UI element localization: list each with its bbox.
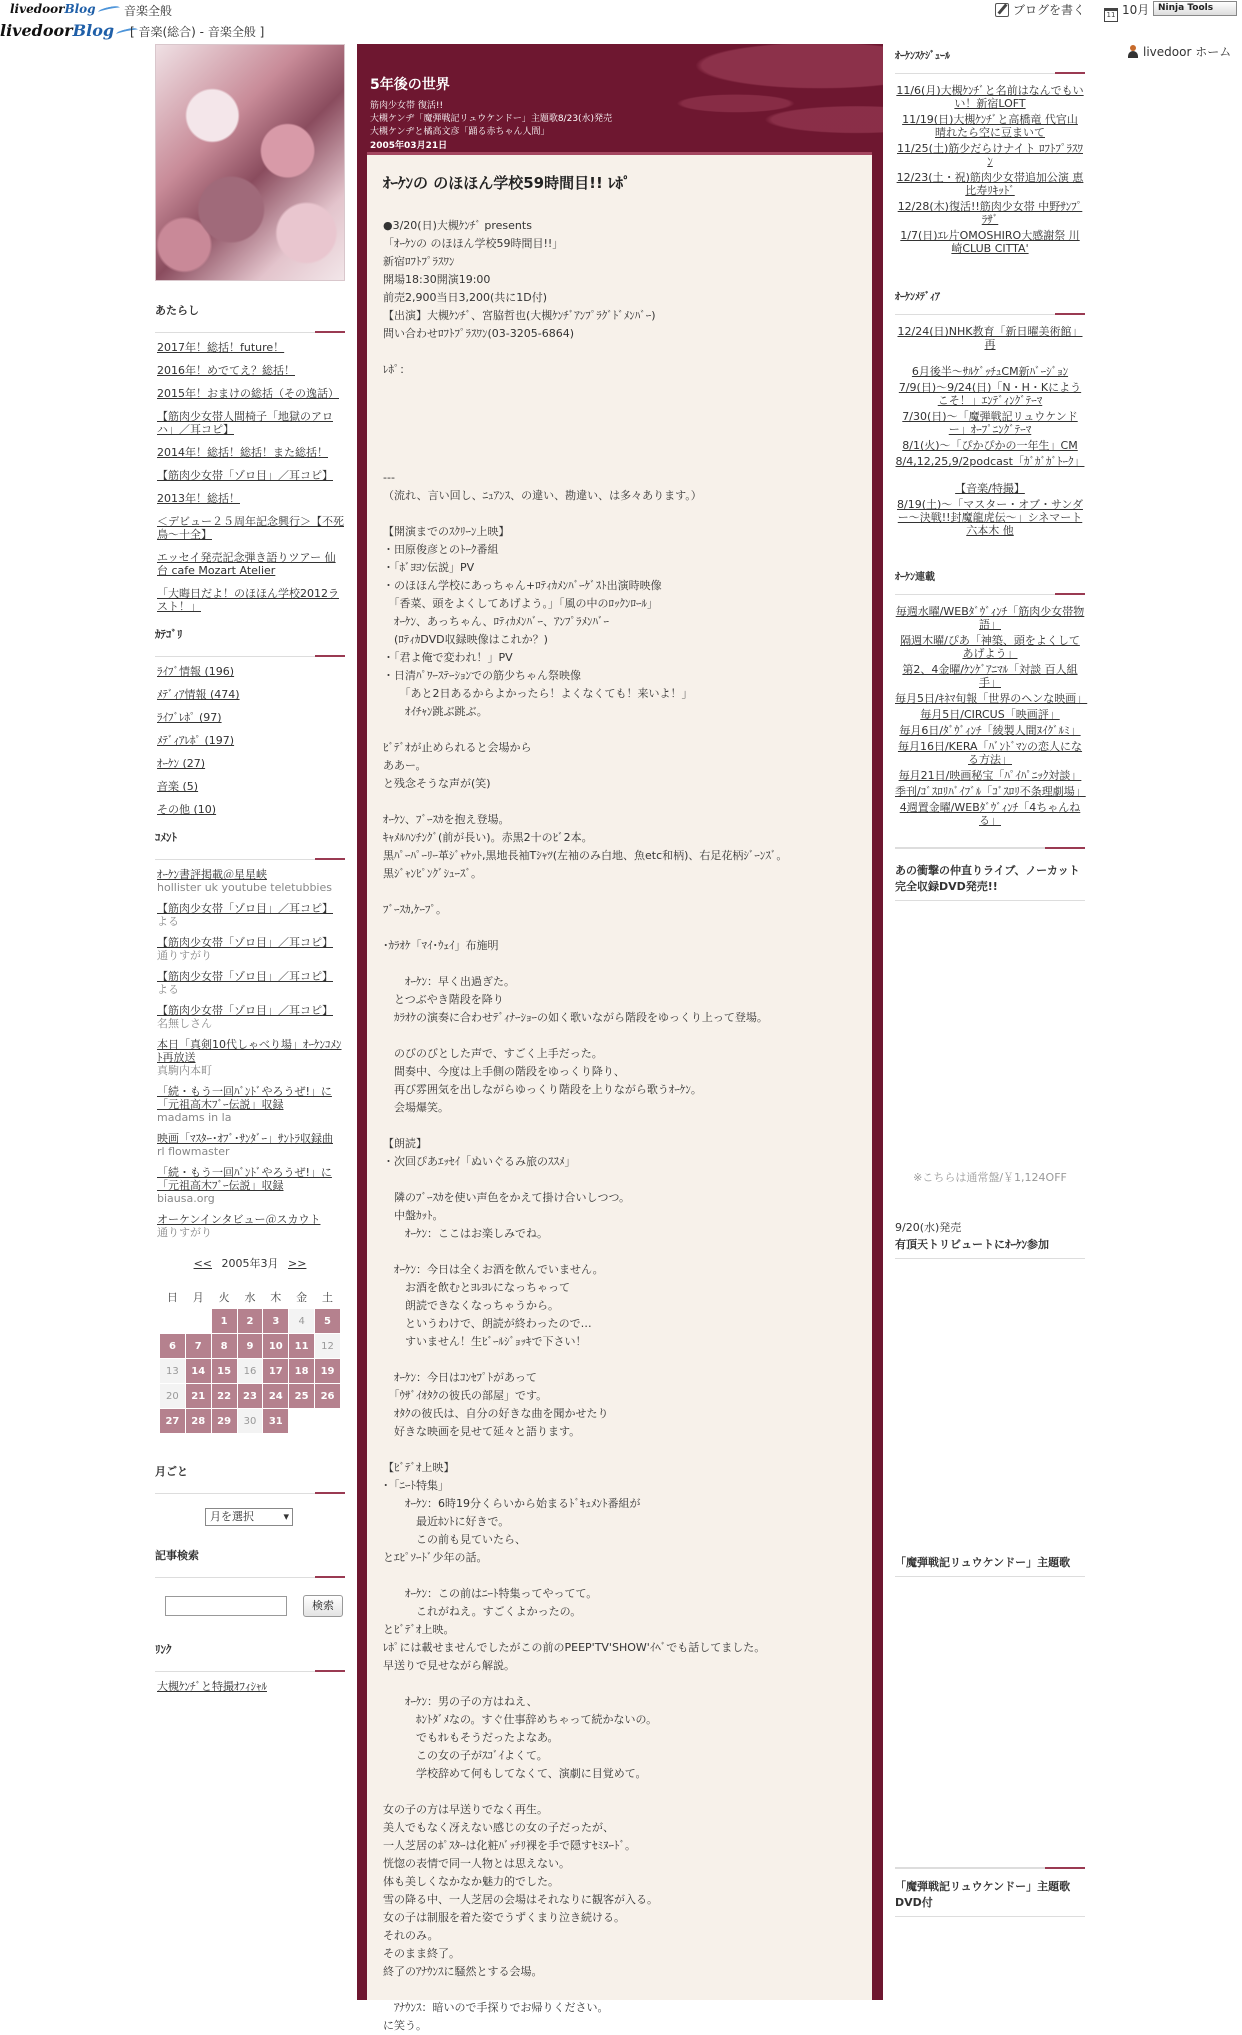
schedule-item [895,84,1085,110]
release-date: 9/20(水)発売 [895,1221,962,1234]
schedule-item [895,229,1085,255]
article [367,152,872,2032]
comment-author: rl flowmaster [157,1145,230,1158]
comment-post-link[interactable]: オーケンインタビュー＠スカウト [157,1213,321,1226]
calendar-day-link[interactable]: 26 [315,1384,340,1408]
media-link[interactable]: 12/24(日)NHK教育「新日曜美術館」再 [897,325,1083,351]
serial-item [895,785,1085,798]
serial-heading: ｵｰｹﾝ連載 [895,571,1085,595]
serial-link[interactable]: 毎月5日/CIRCUS「映画評」 [920,708,1060,721]
genre-breadcrumb[interactable]: [ 音楽(総合) - 音楽全般 ] [130,25,265,39]
calendar-icon: 11 [1104,8,1118,22]
media-heading: ｵｰｹﾝﾒﾃﾞｨｱ [895,291,1085,315]
comment-author: 名無しさん [157,1017,212,1030]
media-link[interactable]: 7/30(日)～「魔弾戦記リュウケンドー」ｵｰﾌﾟﾆﾝｸﾞﾃｰﾏ [902,410,1078,436]
recent-posts-list [155,341,345,613]
recent-post-item [157,492,345,505]
archive-calendar [155,1255,345,1434]
media-item [895,498,1085,537]
recent-post-link[interactable]: 【筋肉少女帯「ゾロ目」／耳コピ】 [157,469,333,482]
left-sidebar [155,44,345,1703]
link-item [157,1680,345,1693]
blog-description [370,100,612,139]
serial-item [895,692,1088,705]
comment-author: よる [157,983,179,996]
serial-link[interactable]: 毎月16日/KERA「ﾊﾞﾝﾄﾞﾏﾝの恋人になる方法」 [897,740,1083,766]
blog-header [357,44,883,152]
category-link[interactable]: ｵｰｹﾝ (27) [157,757,206,770]
calendar-day-link[interactable]: 31 [263,1409,288,1433]
calendar-empty-cell [315,1409,340,1433]
serial-link[interactable]: 4週置金曜/WEBﾀﾞｳﾞｨﾝﾁ「4ちゃんねる」 [899,801,1081,827]
calendar-day-link[interactable]: 10 [263,1334,288,1358]
desc-line: 大槻ケンヂと橘高文彦「踊る赤ちゃん人間」 [370,127,550,137]
comment-post-link[interactable]: 【筋肉少女帯「ゾロ目」／耳コピ】 [157,902,333,915]
media-link[interactable]: 【音楽/特撮】 [955,482,1025,495]
write-blog-label: ブログを書く [1013,3,1086,17]
schedule-link[interactable]: 11/25(土)筋少だらけナイト ﾛﾌﾄﾌﾟﾗｽﾜﾝ [896,142,1083,168]
genre-link[interactable]: 音楽全般 [124,4,173,18]
category-link[interactable]: ﾒﾃﾞｨｱﾚﾎﾟ (197) [157,734,235,747]
month-select-value: 月を選択 [210,1510,254,1523]
theme-song-dvd-link[interactable]: 「魔弾戦記リュウケンドー」主題歌DVD付 [895,1879,1085,1917]
serial-link[interactable]: 隔週木曜/ぴあ「神築、頭をよくしてあげよう」 [900,634,1080,660]
serial-link[interactable]: 毎月5日/ｷﾈﾏ旬報「世界のヘンな映画」 [895,692,1088,705]
media-link[interactable]: 8/4,12,25,9/2podcast「ｶﾞｶﾞｶﾞﾄｰｸ」 [895,455,1085,468]
calendar-day: 13 [160,1359,185,1383]
pencil-icon [995,3,1009,17]
serial-item [895,801,1085,827]
ninja-tools-badge[interactable]: Ninja Tools [1153,1,1237,16]
weekday-label: 月 [192,1291,204,1304]
weekday-label: 日 [166,1291,178,1304]
serial-list [895,605,1088,827]
serial-item [895,708,1085,721]
category-link[interactable]: ﾗｲﾌﾞ情報 (196) [157,665,235,678]
calendar-day-link[interactable]: 25 [289,1384,314,1408]
comment-post-link[interactable]: 「続・もう一回ﾊﾞﾝﾄﾞやろうぜ!」に「元祖高木ﾌﾞｰ伝説」収録 [157,1166,332,1192]
links-list [155,1680,345,1693]
weekday-label: 土 [322,1291,334,1304]
home-label: livedoor ホーム [1143,45,1232,59]
calendar-day-link[interactable]: 19 [315,1359,340,1383]
search-row [165,1596,345,1618]
comment-author: madams in la [157,1111,232,1124]
right-sidebar [895,44,1088,1917]
comment-item [157,902,345,928]
blog-title[interactable]: 5年後の世界 [370,77,450,93]
calendar-day-link[interactable]: 5 [315,1309,340,1333]
category-item [157,711,345,724]
comment-item [157,868,345,894]
recent-comments-list [155,868,345,1239]
recent-post-link[interactable]: 2015年！おまけの総括（その逸話） [157,387,339,400]
person-icon [1127,45,1139,58]
comment-post-link[interactable]: 【筋肉少女帯「ゾロ目」／耳コピ】 [157,970,333,983]
comment-heading: ｺﾒﾝﾄ [155,830,345,860]
calendar-day: 20 [160,1384,185,1408]
media-link[interactable]: 8/1(火)～「ぴかぴかの一年生」CM [902,439,1078,452]
price-note: ※こちらは通常盤/￥1,124OFF [913,1171,1067,1184]
dvd-feature-link[interactable]: あの衝撃の仲直りライブ、ノーカット完全収録DVD発売!! [895,863,1085,901]
comment-post-link[interactable]: 【筋肉少女帯「ゾロ目」／耳コピ】 [157,936,333,949]
recent-post-item [157,410,345,436]
calendar-day: 30 [238,1409,263,1433]
serial-item [895,769,1085,782]
search-button[interactable]: 検索 [303,1595,343,1617]
schedule-link[interactable]: 11/6(月)大槻ｹﾝﾁﾞと名前はなんでもいい！新宿LOFT [896,84,1084,110]
media-item [895,410,1085,436]
media-item [895,365,1085,378]
schedule-link[interactable]: 1/7(日)ｴﾚ片OMOSHIRO大感謝祭 川崎CLUB CITTA' [900,229,1080,255]
logo-blog-text: Blog [64,2,96,16]
recent-post-link[interactable]: 2017年！総括！future！ [157,341,285,354]
schedule-list [895,84,1085,255]
category-link[interactable]: 音楽 (5) [157,780,199,793]
comment-author: 通りすがり [157,949,212,962]
serial-link[interactable]: 第2、4金曜/ｹﾝｹﾞｱﾆﾏﾙ「対談 百人組手」 [902,663,1078,689]
serial-item [895,634,1085,660]
recent-post-item [157,551,345,577]
calendar-day-link[interactable]: 8 [212,1334,237,1358]
recent-heading: あたらし [155,303,345,333]
recent-post-item [157,387,345,400]
calendar-header [155,1255,345,1271]
serial-item [895,663,1085,689]
livedoor-home-link[interactable] [1127,43,1231,60]
calendar-day-link[interactable]: 21 [186,1384,211,1408]
calendar-empty-cell [186,1309,211,1333]
recent-post-link[interactable]: 2013年！総括！ [157,492,240,505]
media-list [895,325,1085,537]
category-item [157,757,345,770]
comment-post-link[interactable]: 「続・もう一回ﾊﾞﾝﾄﾞやろうぜ!」に「元祖高木ﾌﾞｰ伝説」収録 [157,1085,332,1111]
month-select[interactable] [205,1508,293,1526]
comment-author: biausa.org [157,1192,215,1205]
media-link[interactable]: 6月後半～ｻﾙｹﾞｯﾁｭCM新ﾊﾞｰｼﾞｮﾝ [911,365,1069,378]
calendar-day-link[interactable]: 1 [212,1309,237,1333]
schedule-item [895,200,1085,226]
post-date: 2005年03月21日 [370,141,448,151]
calendar-day-link[interactable]: 2 [238,1309,263,1333]
schedule-heading: ｵｰｹﾝｽｹｼﾞｭｰﾙ [895,50,1085,74]
calendar-day-link[interactable]: 29 [212,1409,237,1433]
category-link[interactable]: ﾒﾃﾞｨｱ情報 (474) [157,688,240,701]
divider [895,1867,1085,1869]
schedule-item [895,171,1085,197]
schedule-item [895,113,1085,139]
article-title[interactable]: ｵｰｹﾝの のほほん学校59時間目!! ﾚﾎﾟ [383,174,631,192]
serial-link[interactable]: 毎月6日/ﾀﾞｳﾞｨﾝﾁ「綾製人間ﾇｲｸﾞﾙﾐ」 [899,724,1081,737]
comment-item [157,1038,345,1077]
next-month-link[interactable]: >> [288,1257,307,1270]
recent-post-link[interactable]: 【筋肉少女帯人間椅子「地獄のアロハ」／耳コピ】 [157,410,333,436]
serial-link[interactable]: 季刊/ｺﾞｽﾛﾘﾊﾞｲﾌﾞﾙ「ｺﾞｽﾛﾘ不条理劇場」 [895,785,1086,798]
media-item [895,482,1085,495]
comment-item [157,1132,345,1158]
media-link[interactable]: 7/9(日)～9/24(日)「N・H・Kにようこそ！」ｴﾝﾃﾞｨﾝｸﾞﾃｰﾏ [898,381,1082,407]
weekday-label: 木 [270,1291,282,1304]
recent-post-link[interactable]: 2016年！めでてえ？総括！ [157,364,295,377]
calendar-grid [159,1285,341,1434]
calendar-empty-cell [160,1309,185,1333]
comment-post-link[interactable]: 【筋肉少女帯「ゾロ目」／耳コピ】 [157,1004,333,1017]
calendar-day: 16 [238,1359,263,1383]
calendar-day-link[interactable]: 28 [186,1409,211,1433]
logo-text: livedoor [0,21,73,40]
media-item [895,455,1085,468]
comment-post-link[interactable]: 映画「ﾏｽﾀｰ･ｵﾌﾞ･ｻﾝﾀﾞｰ」ｻﾝﾄﾗ収録曲 [157,1132,333,1145]
calendar-day-link[interactable]: 24 [263,1384,288,1408]
category-list [155,665,345,816]
media-item [895,325,1085,351]
category-item [157,688,345,701]
recent-post-link[interactable]: ＜デビュー２５周年記念興行＞【不死鳥～十全】 [157,515,344,541]
recent-post-item [157,469,345,482]
serial-item [895,740,1085,766]
search-heading: 記事検索 [155,1548,345,1578]
serial-link[interactable]: 毎月21日/映画秘宝「ﾊﾟｲﾊﾟﾆｯｸ対談」 [898,769,1082,782]
article-body: ●3/20(日)大槻ｹﾝﾁﾞ presents 「ｵｰｹﾝの のほほん学校59時間目!!」 新宿ﾛﾌﾄﾌﾟﾗｽﾜﾝ 開場18:30開演19:00 前売2,900当日3,200(共に1D付) 【出演】大槻ｹﾝﾁﾞ、宮脇哲也(大槻ｹﾝﾁﾞｱﾝﾌﾟﾗｸﾞﾄﾞﾒﾝﾊﾞｰ) 問い合わせﾛﾌﾄﾌﾟﾗｽﾜﾝ(03-3205-6864) ﾚﾎﾟ： --- （流れ、言い回し、ﾆｭｱﾝｽ、の違い、勘違い、は多々あります。） 【開演までのｽｸﾘｰﾝ上映】 ・田原俊彦とのﾄｰｸ番組 ・「ﾎﾞﾖﾖﾝ伝説」PV ・のほほん学校にあっちゃん+ﾛﾃｨｶﾒﾝﾊﾞｰｹﾞｽﾄ出演時映像 「香菜、頭をよくしてあげよう。」「風の中のﾛｯｸﾝﾛｰﾙ」 ｵｰｹﾝ、あっちゃん、ﾛﾃｨｶﾒﾝﾊﾞｰ、ｱﾝﾌﾟﾗﾒﾝﾊﾞｰ (ﾛﾃｨｶDVD収録映像はこれか？) ・「君よ俺で変われ！」PV ・日清ﾊﾟﾜｰｽﾃｰｼｮﾝでの筋少ちゃん祭映像 「あと2日あるからよかったら！よくなくても！来いよ！」 ｵｲﾁｬﾝ跳ぶ跳ぶ。 ﾋﾞﾃﾞｵが止められると会場から ああー。 と残念そうな声が(笑) ｵｰｹﾝ、ﾌﾞｰｽｶを抱え登場。 ｷｬﾒﾙﾊﾝﾁﾝｸﾞ(前が長い)。赤黒2十のﾋﾞ2本。 黒ﾊﾟｰﾊﾟｰﾘｰ革ｼﾞｬｹｯﾄ,黒地長袖Tｼｬﾂ(左袖のみ白地、魚etc和柄)、右足花柄ｼﾞｰﾝｽﾞ。 黒ｼﾞｬﾝﾋﾟﾝｸﾞｼｭｰｽﾞ。 ﾌﾞｰｽｶ,ｹｰﾌﾟ。 ･ｶﾗｵｹ「ﾏｲ･ｳｪｲ」布施明 ｵｰｹﾝ：早く出過ぎた。 とつぶやき階段を降り ｶﾗｵｹの演奏に合わせﾃﾞｨﾅｰｼｮｰの如く歌いながら階段をゆっくり上って登場。 のびのびとした声で、すごく上手だった。 間奏中、今度は上手側の階段をゆっくり降り、 再び雰囲気を出しながらゆっくり階段を上りながら歌うｵｰｹﾝ。 会場爆笑。 【朗読】 ・次回ぴあｴｯｾｲ「ぬいぐるみ旅のｽｽﾒ」 隣のﾌﾞｰｽｶを使い声色をかえて掛け合いしつつ。 中盤ｶｯﾄ。 ｵｰｹﾝ：ここはお楽しみでね。 ｵｰｹﾝ：今日は全くお酒を飲んでいません。 お酒を飲むとﾖﾚﾖﾚになっちゃって 朗読できなくなっちゃうから。 というわけで、朗読が終わったので… すいません！生ﾋﾞｰﾙｼﾞｮｯｷで下さい！ ｵｰｹﾝ：今日はｺﾝｾﾌﾟﾄがあって 「ｳｻﾞｲｵﾀｸの彼氏の部屋」です。 ｵﾀｸの彼氏は、自分の好きな曲を聞かせたり 好きな映画を見せて延々と語ります。 【ﾋﾞﾃﾞｵ上映】 ･「ﾆｰﾄ特集」 ｵｰｹﾝ：6時19分くらいから始まるﾄﾞｷｭﾒﾝﾄ番組が 最近ﾎﾝﾄに好きで。 この前も見ていたら、 とｴﾋﾟｿｰﾄﾞ少年の話。 ｵｰｹﾝ：この前はﾆｰﾄ特集ってやってて。 これがねえ。すごくよかったの。 とﾋﾞﾃﾞｵ上映。 ﾚﾎﾟには載せませんでしたがこの前のPEEP'TV'SHOW'ｲﾍﾞでも話してました。 早送りで見せながら解説。 ｵｰｹﾝ：男の子の方はねえ、 ﾎﾝﾄﾀﾞﾒなの。すぐ仕事辞めちゃって続かないの。 でもｵﾚもそうだったよなあ。 この女の子がｽｺﾞｲよくて。 学校辞めて何もしてなくて、演劇に目覚めて。 女の子の方は早送りでなく再生。 美人でもなく冴えない感じの女の子だったが、 一人芝居のﾎﾟｽﾀｰは化粧ﾊﾞｯﾁﾘ裸を手で隠すｾﾐﾇｰﾄﾞ。 恍惚の表情で同一人物とは思えない。 体も美しくなかなか魅力的でした。 雪の降る中、一人芝居の会場はそれなりに観客が入る。 女の子は制服を着た姿でうずくまり泣き続ける。 それのみ。 そのまま終了。 終了のｱﾅｳﾝｽに騒然とする会場。 ｱﾅｳﾝｽ：暗いので手探りでお帰りください。 に笑う。 [383,219,788,2032]
serial-item [895,605,1085,631]
recent-post-item [157,446,345,459]
calendar-day-link[interactable]: 22 [212,1384,237,1408]
logo-blog-text: Blog [72,21,115,40]
recent-post-item [157,587,345,613]
weekday-label: 水 [244,1291,256,1304]
category-item [157,780,345,793]
schedule-item [895,142,1085,168]
comment-item [157,970,345,996]
category-link[interactable]: ﾗｲﾌﾞﾚﾎﾟ (97) [157,711,222,724]
weekday-label: 火 [218,1291,230,1304]
category-link[interactable]: その他 (10) [157,803,217,816]
category-item [157,734,345,747]
comment-post-link[interactable]: 本日「真剣10代しゃべり場」ｵｰｹﾝｺﾒﾝﾄ再放送 [157,1038,342,1064]
comment-item [157,936,345,962]
category-item [157,665,345,678]
recent-post-item [157,515,345,541]
comment-post-link[interactable]: ｵｰｹﾝ書評掲載＠星星峡 [157,868,267,881]
calendar-day-link[interactable]: 11 [289,1334,314,1358]
comment-item [157,1004,345,1030]
recent-post-item [157,364,345,377]
search-input[interactable] [165,1596,287,1616]
tribute-link[interactable]: 有頂天トリビュートにｵｰｹﾝ参加 [895,1237,1085,1259]
livedoor-blog-logo-large[interactable] [0,21,138,40]
schedule-link[interactable]: 12/28(木)復活!!筋肉少女帯 中野ｻﾝﾌﾟﾗｻﾞ [897,200,1083,226]
media-item [895,439,1085,452]
calendar-day-link[interactable]: 7 [186,1334,211,1358]
recent-post-link[interactable]: 2014年！総括！総括！また総括！ [157,446,328,459]
theme-song-link[interactable]: 「魔弾戦記リュウケンドー」主題歌 [895,1555,1085,1577]
calendar-day: 12 [315,1334,340,1358]
calendar-day-link[interactable]: 3 [263,1309,288,1333]
comment-author: よる [157,915,179,928]
prev-month-link[interactable]: << [193,1257,212,1270]
calendar-day-link[interactable]: 14 [186,1359,211,1383]
calendar-day-link[interactable]: 6 [160,1334,185,1358]
comment-item [157,1213,345,1239]
calendar-day-link[interactable]: 9 [238,1334,263,1358]
livedoor-blog-logo[interactable] [10,2,120,16]
recent-post-link[interactable]: エッセイ発売記念弾き語りツアー 仙台 cafe Mozart Atelier [157,551,336,577]
divider [895,847,1085,849]
calendar-empty-cell [289,1409,314,1433]
comment-item [157,1085,345,1124]
write-blog-link[interactable] [995,1,1085,18]
calendar-day-link[interactable]: 23 [238,1384,263,1408]
calendar-day-link[interactable]: 17 [263,1359,288,1383]
logo-text: livedoor [10,2,65,16]
schedule-link[interactable]: 12/23(土・祝)筋肉少女帯追加公演 恵比寿ﾘｷｯﾄﾞ [896,171,1084,197]
comment-author: hollister uk youtube teletubbies [157,881,332,894]
serial-link[interactable]: 毎週水曜/WEBﾀﾞｳﾞｨﾝﾁ「筋肉少女帯物語」 [895,605,1085,631]
serial-item [895,724,1085,737]
schedule-link[interactable]: 11/19(日)大槻ｹﾝﾁﾞと高橋竜 代官山 晴れたら空に豆まいて [902,113,1078,139]
top-bar [0,0,1242,20]
desc-line: 大槻ケンヂ「魔弾戦記リュウケンドー」主題歌8/23(水)発売 [370,114,613,124]
category-item [157,803,345,816]
comment-author: 真駒内本町 [157,1064,212,1077]
calendar-month-title: 2005年3月 [221,1257,279,1270]
calendar-day-link[interactable]: 15 [212,1359,237,1383]
calendar-day: 4 [289,1309,314,1333]
links-heading: ﾘﾝｸ [155,1642,345,1672]
calendar-day-link[interactable]: 27 [160,1409,185,1433]
recent-post-link[interactable]: 「大晦日だよ！のほほん学校2012ラスト！」 [157,587,339,613]
weekday-label: 金 [296,1291,308,1304]
calendar-label: 10月 [1122,3,1150,17]
media-item [895,381,1085,407]
media-link[interactable]: 8/19(土)～「マスター・オブ・サンダー～決戦!!封魔龍虎伝～」シネマート六本木 他 [897,498,1083,537]
category-heading: ｶﾃｺﾞﾘ [155,627,345,657]
monthly-heading: 月ごと [155,1464,345,1494]
recent-post-item [157,341,345,354]
header-kimono-image [155,44,345,281]
desc-line: 筋肉少女帯 復活!! [370,101,444,111]
calendar-link[interactable] [1104,1,1149,22]
calendar-day-link[interactable]: 18 [289,1359,314,1383]
external-link[interactable]: 大槻ｹﾝﾁﾞと特撮ｵﾌｨｼｬﾙ [157,1680,267,1693]
comment-author: 通りすがり [157,1226,212,1239]
comment-item [157,1166,345,1205]
swoosh-icon [97,4,120,14]
